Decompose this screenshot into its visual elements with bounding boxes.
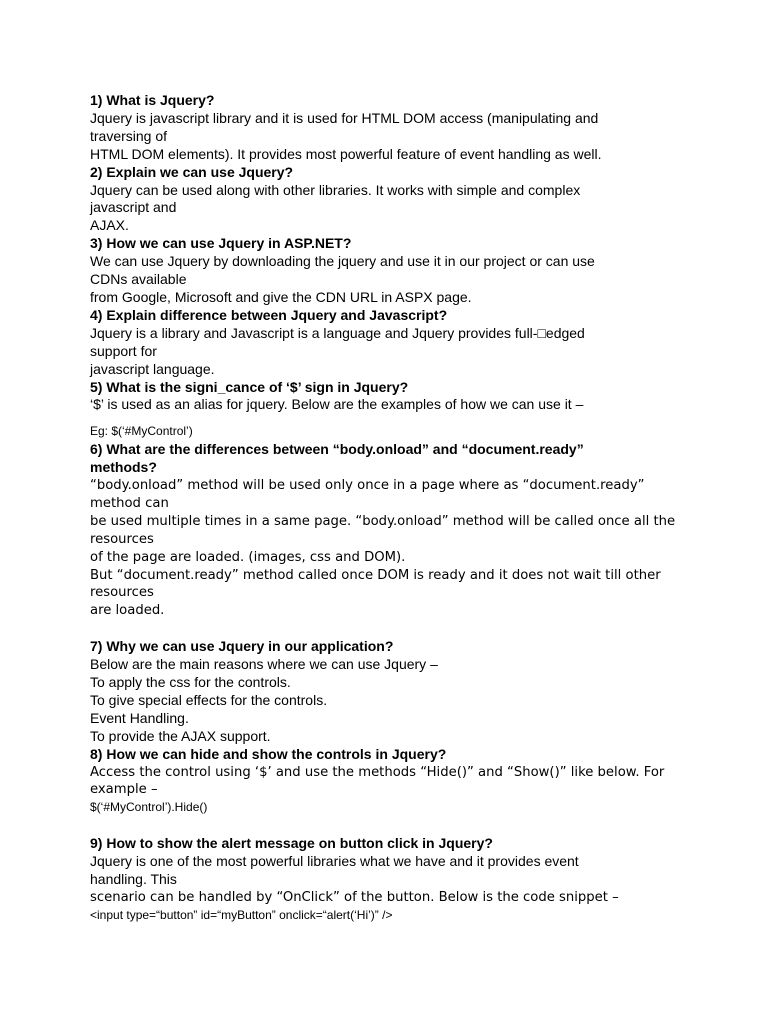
answer-line: Access the control using ‘$’ and use the methods “Hide()” and “Show()” like below. For [90, 764, 665, 780]
answer-line: from Google, Microsoft and give the CDN URL in ASPX page. [90, 288, 472, 305]
question-heading: 4) Explain difference between Jquery and Javascript? [90, 306, 448, 323]
code-example: $(‘#MyControl’).Hide() [90, 800, 208, 815]
answer-line: handling. This [90, 870, 177, 887]
answer-line: resources [90, 585, 154, 601]
question-heading: 1) What is Jquery? [90, 92, 215, 108]
question-heading: 6) What are the differences between “body.onload” and “document.ready” [90, 441, 584, 458]
code-example: Eg: $(‘#MyControl’) [90, 424, 193, 439]
question-heading: 5) What is the signi_cance of ‘$’ sign in Jquery? [90, 378, 409, 395]
document-page [90, 92, 680, 925]
answer-line: To provide the AJAX support. [90, 727, 271, 744]
answer-line: Event Handling. [90, 709, 189, 726]
answer-line: CDNs available [90, 271, 187, 288]
code-example: <input type=“button” id=“myButton” onclick=“alert(‘Hi’)” /> [90, 907, 393, 922]
answer-line: Jquery can be used along with other libraries. It works with simple and complex [90, 181, 581, 198]
answer-line: resources [90, 531, 154, 547]
answer-line: AJAX. [90, 217, 129, 234]
answer-line: HTML DOM elements). It provides most powerful feature of event handling as well. [90, 145, 602, 162]
answer-line: example – [90, 782, 158, 798]
answer-line: Jquery is one of the most powerful libraries what we have and it provides event [90, 853, 579, 870]
answer-line: To give special effects for the controls. [90, 691, 328, 708]
answer-line: are loaded. [90, 603, 165, 619]
answer-line: javascript and [90, 199, 177, 216]
answer-line: To apply the css for the controls. [90, 673, 291, 690]
answer-line: javascript language. [90, 360, 215, 377]
answer-line: method can [90, 495, 169, 511]
question-heading: 7) Why we can use Jquery in our application? [90, 638, 394, 655]
answer-line: “body.onload” method will be used only once in a page where as “document.ready” [90, 478, 645, 494]
answer-line: traversing of [90, 127, 168, 144]
question-heading: 2) Explain we can use Jquery? [90, 163, 294, 180]
answer-line: We can use Jquery by downloading the jquery and use it in our project or can use [90, 253, 595, 270]
answer-line: of the page are loaded. (images, css and DOM). [90, 549, 406, 565]
answer-line: Below are the main reasons where we can use Jquery – [90, 656, 438, 673]
answer-line: Jquery is a library and Javascript is a language and Jquery provides full-□edged [90, 324, 585, 341]
question-heading: 8) How we can hide and show the controls in Jquery? [90, 745, 447, 762]
question-heading: 3) How we can use Jquery in ASP.NET? [90, 235, 352, 252]
answer-line: scenario can be handled by “OnClick” of the button. Below is the code snippet – [90, 889, 619, 905]
answer-line: support for [90, 342, 157, 359]
question-heading: methods? [90, 459, 157, 476]
answer-line: Jquery is javascript library and it is used for HTML DOM access (manipulating and [90, 109, 599, 126]
answer-line: be used multiple times in a same page. “body.onload” method will be called once all the [90, 513, 676, 529]
question-heading: 9) How to show the alert message on button click in Jquery? [90, 835, 493, 852]
answer-line: ‘$’ is used as an alias for jquery. Below are the examples of how we can use it – [90, 396, 584, 413]
answer-line: But “document.ready” method called once DOM is ready and it does not wait till other [90, 567, 661, 583]
